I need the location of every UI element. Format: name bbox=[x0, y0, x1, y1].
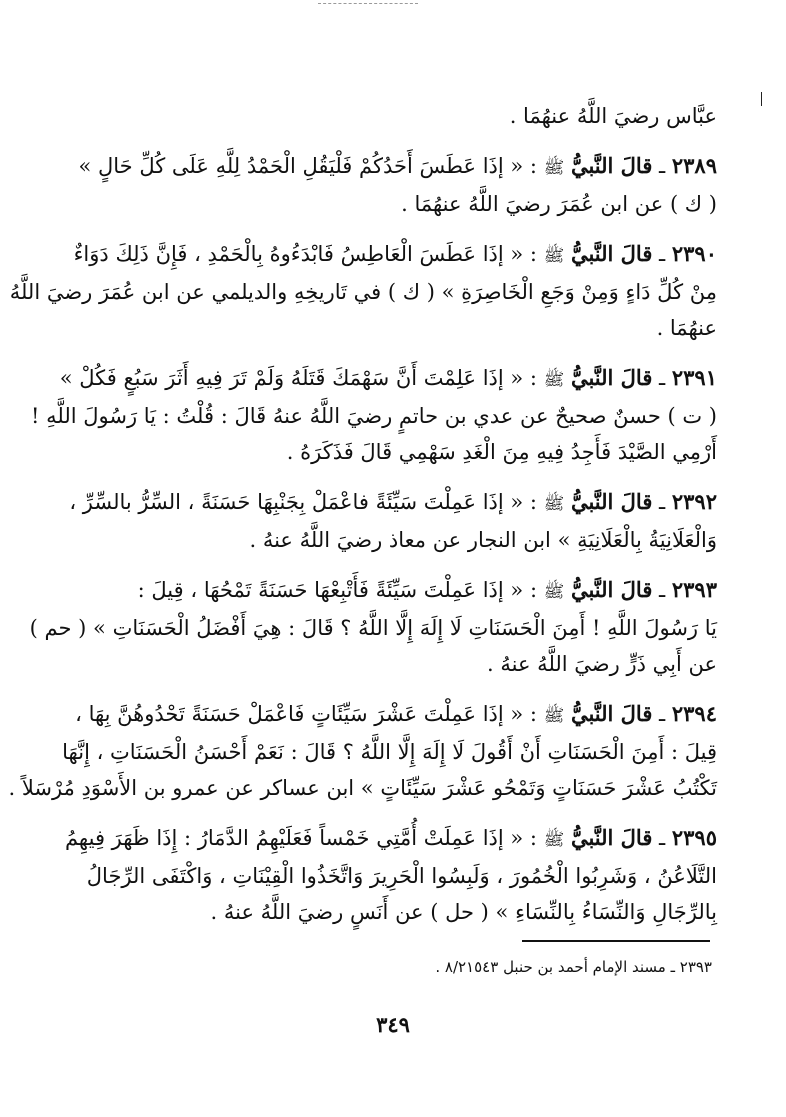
hadith-label: قالَ النَّبيُّ bbox=[570, 153, 653, 178]
entry-line: بِالرِّجَالِ وَالنِّسَاءُ بِالنِّسَاءِ » ( حل ) عن أَنَسٍ رضيَ اللَّهُ عنهُ . bbox=[210, 900, 717, 924]
honorific-icon: ﷺ bbox=[543, 706, 565, 726]
hadith-entry bbox=[78, 148, 717, 222]
hadith-entry bbox=[64, 820, 717, 930]
entry-line: : « إذَا عَطَسَ أَحَدُكُمْ فَلْيَقُلِ الْحَمْدُ لِلَّهِ عَلَى كُلِّ حَالٍ » bbox=[78, 154, 538, 178]
entry-first-line: ٢٣٩٣ ـ قالَ النَّبيُّ ﷺ : « إذَا عَمِلْتَ سَيِّئَةً فَأَتْبِعْهَا حَسَنَةً تَمْحُهَا ، قِيلَ : bbox=[137, 577, 717, 602]
hadith-label: قالَ النَّبيُّ bbox=[570, 489, 653, 514]
entry-line: عنهُمَا . bbox=[656, 316, 717, 340]
entry-line: : « إذَا عَمِلْتَ عَشْرَ سَيِّئَاتٍ فَاعْمَلْ حَسَنَةً تَحْدُوهُنَّ بِهَا ، bbox=[75, 702, 538, 726]
entry-line: : « إذَا عَمِلْتَ سَيِّئَةً فَأَتْبِعْهَا حَسَنَةً تَمْحُهَا ، قِيلَ : bbox=[137, 578, 538, 602]
lead-in-line: عبَّاس رضيَ اللَّهُ عنهُمَا . bbox=[509, 104, 717, 128]
entry-line: يَا رَسُولَ اللَّهِ ! أَمِنَ الْحَسَنَاتِ لَا إِلَهَ إِلَّا اللَّهُ ؟ قَالَ : هِيَ أَفْضَلُ الْحَسَنَاتِ » ( حم ) bbox=[29, 616, 717, 640]
hadith-entry bbox=[29, 572, 717, 682]
entry-first-line: ٢٣٩٠ ـ قالَ النَّبيُّ ﷺ : « إذَا عَطَسَ الْعَاطِسُ فَابْدَءُوهُ بِالْحَمْدِ ، فَإِنَّ ذَلِكَ دَوَاءٌ bbox=[73, 241, 717, 266]
hadith-number: ٢٣٩٤ bbox=[671, 701, 717, 726]
entry-first-line: ٢٣٩٤ ـ قالَ النَّبيُّ ﷺ : « إذَا عَمِلْتَ عَشْرَ سَيِّئَاتٍ فَاعْمَلْ حَسَنَةً تَحْدُوهُنَّ بِهَا ، bbox=[75, 701, 717, 726]
hadith-entry bbox=[31, 360, 717, 470]
top-scan-rule bbox=[318, 3, 418, 4]
hadith-label: قالَ النَّبيُّ bbox=[570, 701, 653, 726]
hadith-label: قالَ النَّبيُّ bbox=[570, 365, 653, 390]
entry-line: تَكْتُبُ عَشْرَ حَسَنَاتٍ وَتَمْحُو عَشْرَ سَيِّئَاتٍ » ابن عساكر عن عمرو بن الأَسْوَدِ مُرْسَلاً . bbox=[8, 776, 717, 800]
hadith-number: ٢٣٩٠ bbox=[671, 241, 717, 266]
entry-line: قِيلَ : أَمِنَ الْحَسَنَاتِ أَنْ أَقُولَ لَا إِلَهَ إِلَّا اللَّهُ ؟ قَالَ : نَعَمْ أَحْسَنُ الْحَسَنَاتِ ، إِنَّهَا bbox=[62, 740, 717, 764]
honorific-icon: ﷺ bbox=[543, 582, 565, 602]
entry-line: التَّلَاعُنُ ، وَشَرِبُوا الْخُمُورَ ، وَلَبِسُوا الْحَرِيرَ وَاتَّخَذُوا الْقِيْنَاتِ ، وَاكْتَفَى الرِّجَالُ bbox=[86, 864, 717, 888]
margin-mark bbox=[761, 92, 762, 106]
entry-first-line: ٢٣٩٥ ـ قالَ النَّبيُّ ﷺ : « إذَا عَمِلَتْ أُمَّتِي خَمْساً فَعَلَيْهِمُ الدَّمَارُ : إِذَا ظَهَرَ فِيهِمُ bbox=[64, 825, 717, 850]
entry-line: ( ت ) حسنٌ صحيحٌ عن عدي بن حاتمٍ رضيَ اللَّهُ عنهُ قَالَ : قُلْتُ : يَا رَسُولَ اللَّهِ ! bbox=[31, 404, 717, 428]
hadith-label: قالَ النَّبيُّ bbox=[570, 577, 653, 602]
hadith-number: ٢٣٩٣ bbox=[671, 577, 717, 602]
footnote: ٢٣٩٣ ـ مسند الإمام أحمد بن حنبل ٨/٢١٥٤٣ . bbox=[435, 958, 712, 976]
lead-in bbox=[105, 98, 717, 134]
entry-line: وَالْعَلَانِيَةُ بِالْعَلَانِيَةِ » ابن النجار عن معاذ رضيَ اللَّهُ عنهُ . bbox=[249, 528, 717, 552]
honorific-icon: ﷺ bbox=[543, 246, 565, 266]
entry-line: أَرْمِي الصَّيْدَ فَأَجِدُ فِيهِ مِنَ الْغَدِ سَهْمِي قَالَ فَذَكَرَهُ . bbox=[286, 440, 717, 464]
honorific-icon: ﷺ bbox=[543, 830, 565, 850]
main-text bbox=[8, 98, 717, 930]
entry-line: : « إذَا عَمِلْتَ سَيِّئَةً فاعْمَلْ بِجَنْبِهَا حَسَنَةً ، السِّرُّ بالسِّرِّ ، bbox=[69, 490, 538, 514]
entry-line: ( ك ) عن ابن عُمَرَ رضيَ اللَّهُ عنهُمَا . bbox=[401, 192, 717, 216]
hadith-number: ٢٣٨٩ bbox=[671, 153, 717, 178]
hadith-number: ٢٣٩٥ bbox=[671, 825, 717, 850]
honorific-icon: ﷺ bbox=[543, 494, 565, 514]
entry-line: : « إذَا عَطَسَ الْعَاطِسُ فَابْدَءُوهُ بِالْحَمْدِ ، فَإِنَّ ذَلِكَ دَوَاءٌ bbox=[73, 242, 538, 266]
hadith-number: ٢٣٩١ bbox=[671, 365, 717, 390]
hadith-entry bbox=[9, 236, 717, 346]
hadith-label: قالَ النَّبيُّ bbox=[570, 825, 653, 850]
hadith-entry bbox=[69, 484, 717, 558]
footnote-divider bbox=[522, 940, 710, 942]
honorific-icon: ﷺ bbox=[543, 370, 565, 390]
entry-first-line: ٢٣٩١ ـ قالَ النَّبيُّ ﷺ : « إذَا عَلِمْتَ أَنَّ سَهْمَكَ قَتَلَهُ وَلَمْ تَرَ فِيهِ أَثَرَ سَبُعٍ فَكُلْ » bbox=[59, 365, 717, 390]
page-number: ٣٤٩ bbox=[376, 1012, 410, 1037]
hadith-entry bbox=[8, 696, 717, 806]
entry-line: : « إذَا عَمِلَتْ أُمَّتِي خَمْساً فَعَلَيْهِمُ الدَّمَارُ : إِذَا ظَهَرَ فِيهِمُ bbox=[64, 826, 538, 850]
entry-line: مِنْ كُلِّ دَاءٍ وَمِنْ وَجَعِ الْخَاصِرَةِ » ( ك ) في تَاريخِهِ والديلمي عن ابن عُمَرَ رضيَ اللَّهُ bbox=[9, 280, 717, 304]
entry-first-line: ٢٣٨٩ ـ قالَ النَّبيُّ ﷺ : « إذَا عَطَسَ أَحَدُكُمْ فَلْيَقُلِ الْحَمْدُ لِلَّهِ عَلَى كُلِّ حَالٍ » bbox=[78, 153, 717, 178]
entry-line: عن أَبِي ذَرٍّ رضيَ اللَّهُ عنهُ . bbox=[487, 652, 717, 676]
entry-first-line: ٢٣٩٢ ـ قالَ النَّبيُّ ﷺ : « إذَا عَمِلْتَ سَيِّئَةً فاعْمَلْ بِجَنْبِهَا حَسَنَةً ، السِّرُّ بالسِّرِّ ، bbox=[69, 489, 717, 514]
hadith-number: ٢٣٩٢ bbox=[671, 489, 717, 514]
entry-line: : « إذَا عَلِمْتَ أَنَّ سَهْمَكَ قَتَلَهُ وَلَمْ تَرَ فِيهِ أَثَرَ سَبُعٍ فَكُلْ » bbox=[59, 366, 538, 390]
honorific-icon: ﷺ bbox=[543, 158, 565, 178]
hadith-label: قالَ النَّبيُّ bbox=[570, 241, 653, 266]
